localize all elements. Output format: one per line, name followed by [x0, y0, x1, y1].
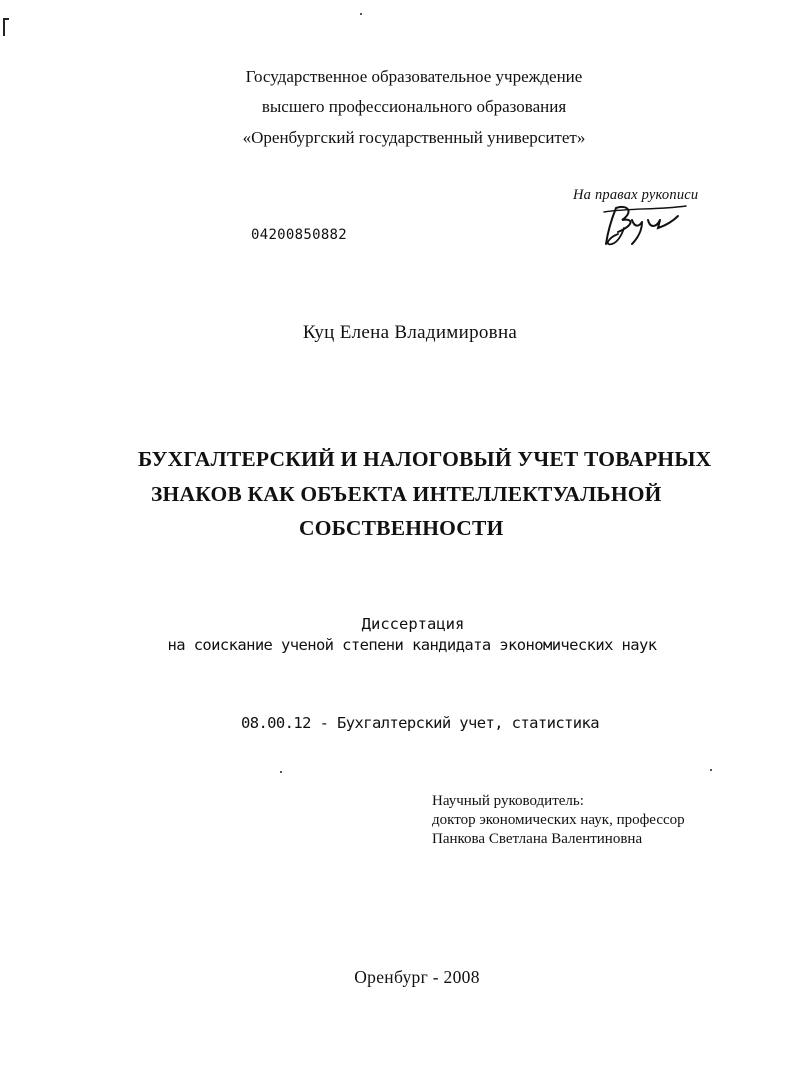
institution-line-3: «Оренбургский государственный университет» — [242, 128, 586, 147]
scan-speck — [280, 771, 282, 773]
title-line-1: БУХГАЛТЕРСКИЙ И НАЛОГОВЫЙ УЧЕТ ТОВАРНЫХ — [138, 447, 712, 471]
scan-speck — [710, 769, 712, 771]
supervisor-name: Панкова Светлана Валентиновна — [432, 831, 643, 847]
title-line-3: СОБСТВЕННОСТИ — [299, 516, 504, 540]
registry-code: 04200850882 — [251, 227, 348, 243]
institution-line-1: Государственное образовательное учреждение — [245, 67, 583, 86]
author-name: Куц Елена Владимировна — [302, 322, 518, 343]
supervisor-degree: доктор экономических наук, профессор — [432, 812, 685, 828]
scan-mark-top — [3, 18, 9, 20]
signature-icon — [598, 198, 690, 250]
specialty: 08.00.12 - Бухгалтерский учет, статистика — [240, 714, 599, 732]
city-year: Оренбург - 2008 — [354, 967, 480, 987]
institution-line-2: высшего профессионального образования — [261, 97, 567, 116]
title-line-2: ЗНАКОВ КАК ОБЪЕКТА ИНТЕЛЛЕКТУАЛЬНОЙ — [151, 482, 662, 506]
signature — [598, 198, 690, 250]
scan-mark — [3, 18, 5, 36]
supervisor-label: Научный руководитель: — [432, 793, 584, 809]
scan-speck — [360, 13, 362, 15]
dissertation-purpose: на соискание ученой степени кандидата экономических наук — [167, 636, 657, 654]
dissertation-label: Диссертация — [361, 615, 465, 633]
manuscript-note: На правах рукописи — [573, 187, 699, 203]
